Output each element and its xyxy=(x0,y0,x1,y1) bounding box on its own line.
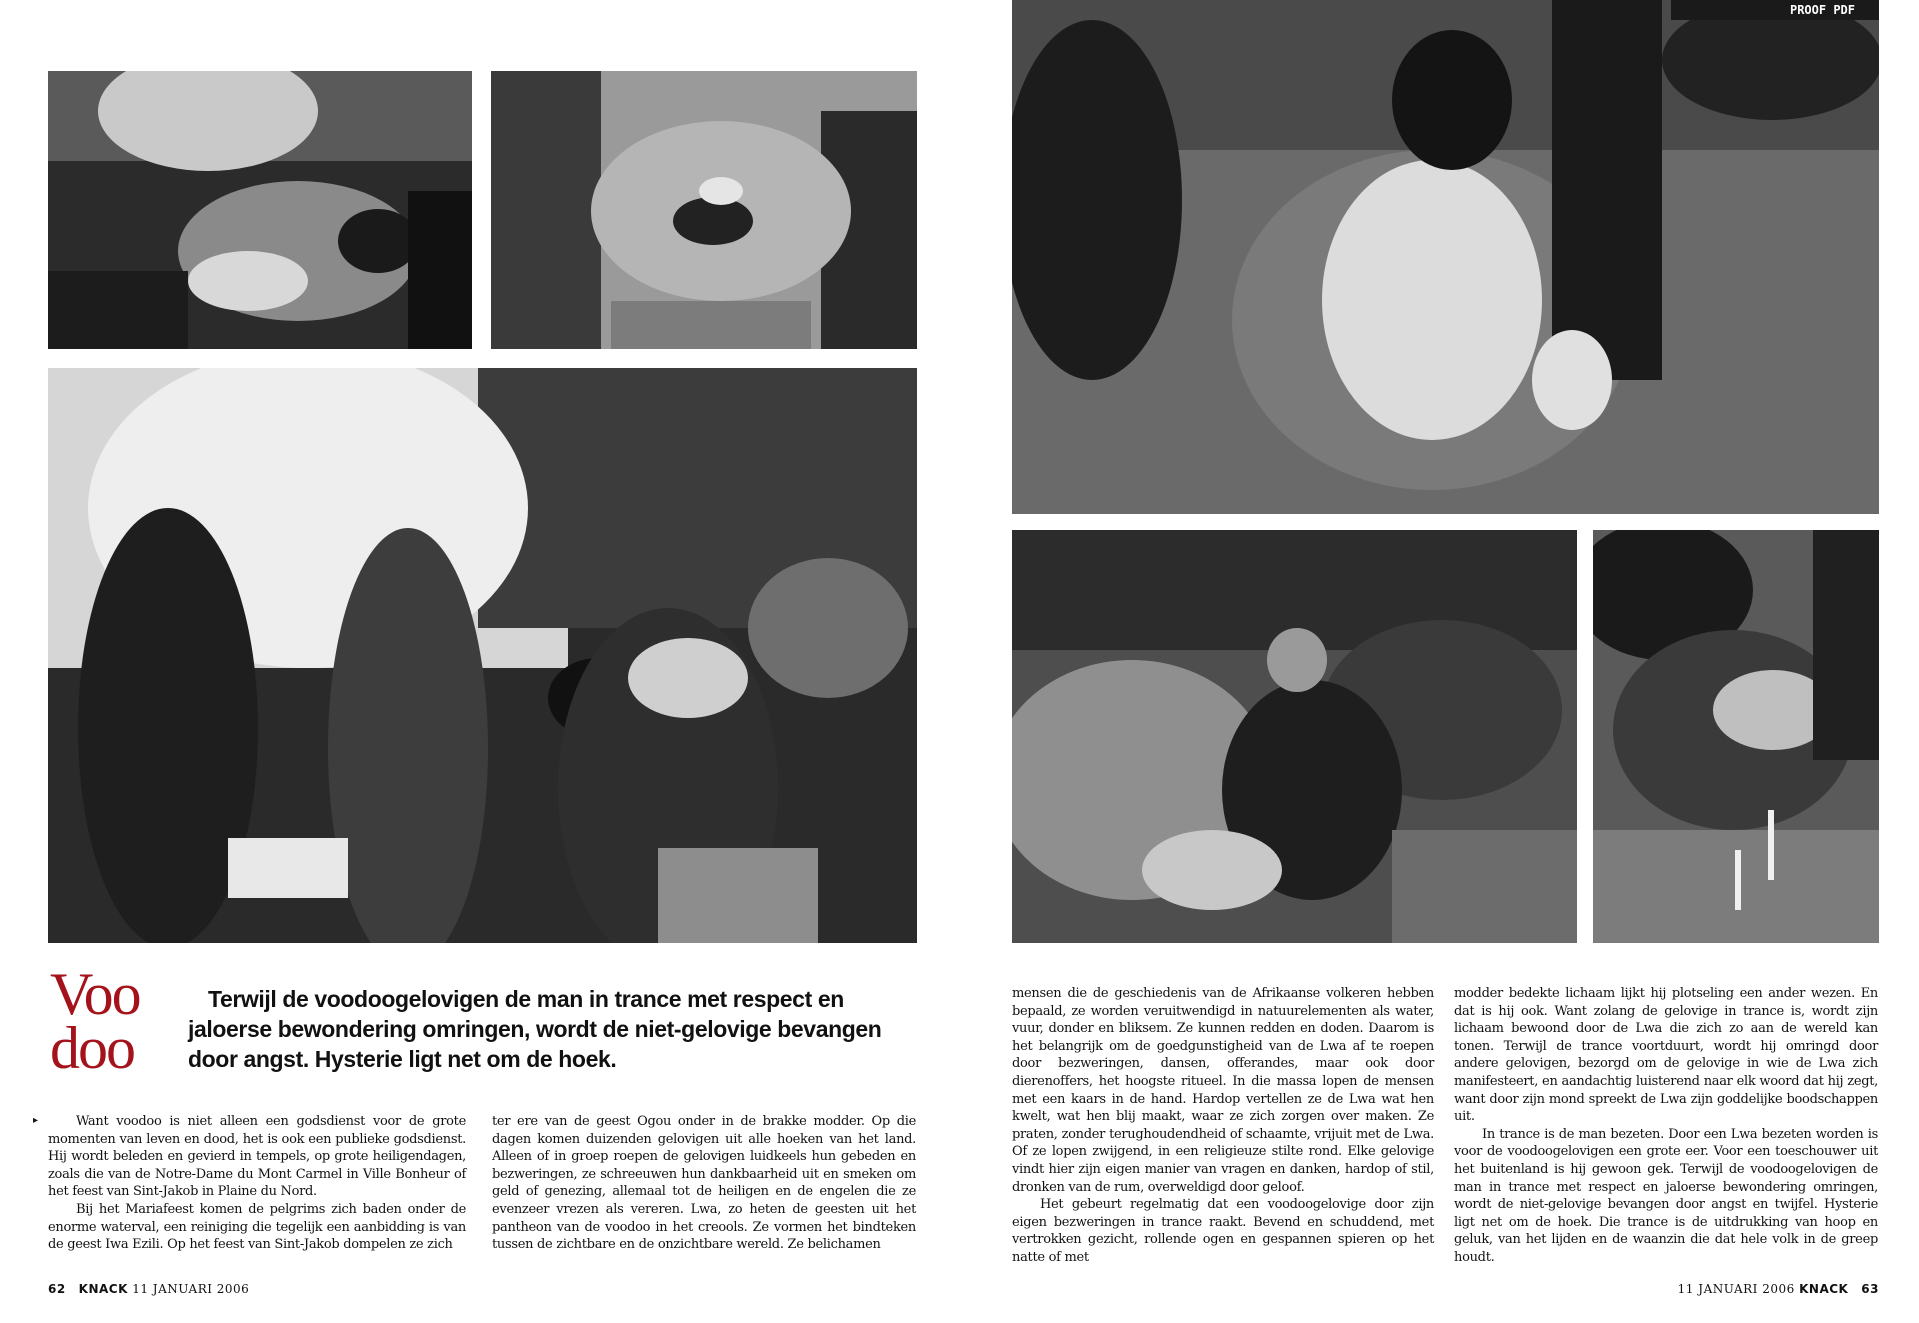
body-column-3 xyxy=(1012,985,1434,1267)
body-column-4 xyxy=(1454,985,1878,1267)
lead-text: Terwijl de voodoogelovigen de man in trance met respect en jaloerse bewondering omringen, wordt de niet-gelovige bevangen door angst. Hysterie ligt net om de hoek. xyxy=(188,986,882,1072)
issue-date-right: 11 JANUARI 2006 xyxy=(1677,1282,1795,1296)
paragraph: ter ere van de geest Ogou onder in de brakke modder. Op die dagen komen duizenden gelovigen uit alle hoeken van het land. Alleen of in groep roepen de gelovigen luidkeels hun gebeden en bezweringen, ze schreeuwen hun dankbaarheid uit en smeken om geld of genezing, allemaal tot de heiligen en de engelen die ze evenzeer vrezen als vereren. Lwa, zo heten de geesten uit het pantheon van de voodoo in het creools. Ze vormen het bindteken tussen de zichtbare en de onzichtbare wereld. Ze belichamen xyxy=(492,1114,916,1253)
title-line-2: doo xyxy=(50,1015,134,1081)
folio-right xyxy=(1678,1282,1879,1296)
photo-crowd-holding-man xyxy=(48,71,472,349)
paragraph: Het gebeurt regelmatig dat een voodoogelovige door zijn eigen bezweringen in trance raakt. Bevend en schuddend, met vertrokken gezicht, rollende ogen en gespannen spieren op het natte of met xyxy=(1012,1197,1434,1265)
photo-man-floating-in-water xyxy=(491,71,917,349)
body-column-1 xyxy=(48,1113,466,1254)
paragraph: In trance is de man bezeten. Door een Lwa bezeten worden is voor de voodoogelovigen een grote eer. Voor een toeschouwer uit het buitenland is hij gewoon gek. Terwijl de voodoogelovigen de man in trance met respect en jaloerse bewondering omringen, wordt de niet-gelovige bevangen door angst en twijfel. Hysterie ligt net om de hoek. Die trance is de uitdrukking van hoop en geluk, van het lijden en de waanzin die dat hele volk in de greep houdt. xyxy=(1454,1126,1878,1265)
arrow-icon: ▸ xyxy=(33,1115,39,1126)
paragraph: modder bedekte lichaam lijkt hij plotseling een ander wezen. En dat is hij ook. Want zolang de gelovige in trance is, wordt zijn lichaam bewoond door de Lwa die zich zo aan de wereld kan tonen. Terwijl de trance voortduurt, wordt hij omringd door andere gelovigen, bezorgd om de gelovige in wie de Lwa zich manifesteert, en aandachtig luisterend naar elk woord dat hij zegt, want door zijn mond spreekt de Lwa zijn goddelijke boodschappen uit. xyxy=(1454,986,1878,1125)
paragraph: Bij het Mariafeest komen de pelgrims zich baden onder de enorme waterval, een reiniging die tegelijk een aanbidding is van de geest Iwa Ezili. Op het feest van Sint-Jakob dompelen ze zich xyxy=(48,1201,466,1253)
article-title xyxy=(50,961,180,1081)
photo-man-in-mud-pool xyxy=(1012,530,1577,943)
proof-pdf-label: PROOF PDF xyxy=(1671,0,1879,20)
page-number-right: 63 xyxy=(1861,1282,1879,1296)
folio-left xyxy=(48,1282,249,1296)
magazine-name-left: KNACK xyxy=(78,1282,128,1296)
lead-paragraph xyxy=(188,984,916,1074)
photo-waterfall-pilgrims xyxy=(48,368,917,943)
photo-animal-sacrifice xyxy=(1593,530,1879,943)
page-number-left: 62 xyxy=(48,1282,66,1296)
issue-date-left: 11 JANUARI 2006 xyxy=(132,1282,250,1296)
photo-woman-in-trance xyxy=(1012,0,1879,514)
paragraph: mensen die de geschiedenis van de Afrikaanse volkeren hebben bepaald, ze worden veruitwendigd in natuurelementen als water, vuur, donder en bliksem. Ze kunnen redden en doden. Daarom is het belangrijk om de goedgunstigheid van de Lwa af te roepen door bezweringen, dansen, offerandes, maar ook door dierenoffers, het hoogste ritueel. In die massa lopen de mensen met een kaars in de hand. Hardop vertellen ze de Lwa wat hen kwelt, wat hen blij maakt, waar ze zich zorgen over maken. Ze praten, zonder terughoudendheid of schaamte, vrijuit met de Lwa. Of ze lopen zwijgend, in een religieuze stilte rond. Elke gelovige vindt hier zijn eigen manier van vragen en danken, hardop of stil, dronken van de rum, overweldigd door geloof. xyxy=(1012,986,1434,1195)
paragraph: Want voodoo is niet alleen een godsdienst voor de grote momenten van leven en dood, het is ook een publieke godsdienst. Hij wordt beleden en gevierd in tempels, op grote heiligendagen, zoals die van de Notre-Dame du Mont Carmel in Ville Bonheur of het feest van Sint-Jakob in Plaine du Nord. xyxy=(48,1114,466,1200)
title-line-1: Voo xyxy=(50,961,140,1027)
magazine-name-right: KNACK xyxy=(1799,1282,1849,1296)
body-column-2 xyxy=(492,1113,916,1254)
